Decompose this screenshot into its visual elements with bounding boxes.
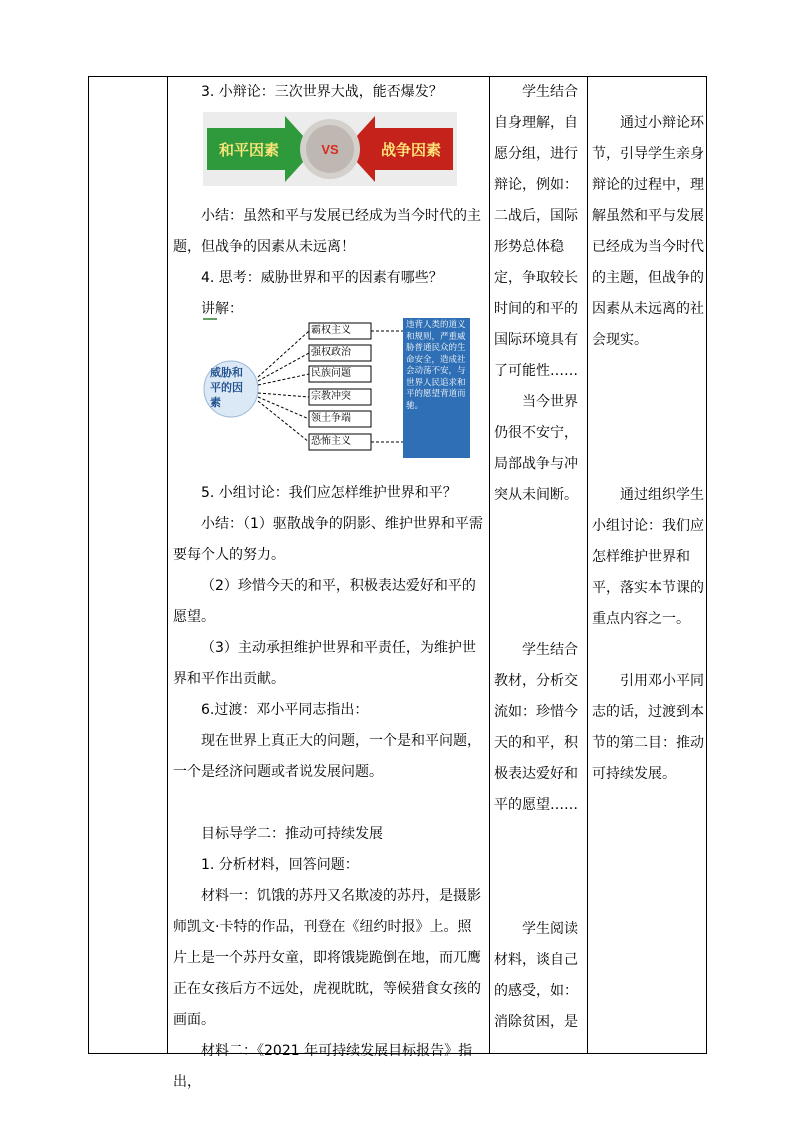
item-6-transition: 6.过渡：邓小平同志指出： [201, 702, 369, 718]
table-column-divider-1 [167, 76, 168, 1054]
threat-factors-diagram [203, 313, 471, 459]
goal-2-heading: 目标导学二：推动可持续发展 [201, 826, 383, 842]
diagram-item-territorial-dispute: 领土争端 [311, 413, 351, 424]
debate-banner-graphic [203, 112, 457, 186]
student-activity-3: 学生结合教材，分析交流如：珍惜今天的和平，积极表达爱好和平的愿望…… [494, 642, 578, 813]
student-activity-2: 当今世界仍很不安宁，局部战争与冲突从未间断。 [494, 394, 578, 503]
design-intent-3: 引用邓小平同志的话，过渡到本节的第二目：推动可持续发展。 [592, 673, 704, 782]
table-border-left [88, 76, 89, 1054]
banner-right-label: 战争因素 [380, 143, 442, 159]
table-column-divider-2 [489, 76, 490, 1054]
diagram-item-religious-conflict: 宗教冲突 [311, 391, 351, 402]
main-column [173, 77, 485, 1098]
student-activity-1: 学生结合自身理解，自愿分组，进行辩论，例如：二战后，国际形势总体稳定，争取较长时间的和平的国际环境具有了可能性…… [494, 84, 578, 379]
student-activity-column [494, 77, 584, 1038]
item-4-think: 4. 思考：威胁世界和平的因素有哪些？ [201, 270, 443, 286]
design-intent-2: 通过组织学生小组讨论：我们应怎样维护世界和平，落实本节课的重点内容之一。 [592, 487, 704, 627]
lecture-label: 讲解： [201, 301, 243, 317]
banner-vs-label: VS [321, 142, 339, 157]
question-1: 1. 分析材料，回答问题： [201, 857, 359, 873]
summary-2: 小结：（1）驱散战争的阴影、维护世界和平需要每个人的努力。 [173, 516, 483, 563]
table-border-right [706, 76, 707, 1054]
material-1: 材料一：饥饿的苏丹又名欺凌的苏丹，是摄影师凯文·卡特的作品，刊登在《纽约时报》上。照片上是一个苏丹女童，即将饿毙跪倒在地，而兀鹰正在女孩后方不远处，虎视眈眈，等候猎食女孩的画面。 [173, 888, 481, 1028]
design-intent-column [592, 77, 705, 790]
material-2: 材料二：《2021 年可持续发展目标报告》指出， [173, 1043, 473, 1090]
deng-quote: 现在世界上真正大的问题，一个是和平问题，一个是经济问题或者说发展问题。 [173, 733, 481, 780]
debate-banner-image [203, 112, 457, 186]
summary-2b: （2）珍惜今天的和平，积极表达爱好和平的愿望。 [173, 578, 476, 625]
diagram-item-power-politics: 强权政治 [311, 347, 351, 358]
diagram-center-label: 威胁和平的因素 [210, 366, 243, 409]
banner-left-label: 和平因素 [218, 143, 280, 159]
summary-2c: （3）主动承担维护世界和平责任，为维护世界和平作出贡献。 [173, 640, 476, 687]
design-intent-1: 通过小辩论环节，引导学生亲身辩论的过程中，理解虽然和平与发展已经成为当今时代的主题，但战争的因素从未远离的社会现实。 [592, 115, 704, 348]
student-activity-4: 学生阅读材料，谈自己的感受，如：消除贫困，是 [494, 921, 578, 1030]
diagram-item-ethnic-issues: 民族问题 [311, 368, 351, 379]
summary-1: 小结：虽然和平与发展已经成为当今时代的主题，但战争的因素从未远离！ [173, 208, 481, 255]
diagram-note: 违背人类的道义和规则，严重威胁普通民众的生命安全，造成社会动荡不安，与世界人民追求和平的愿望背道而驰。 [406, 319, 466, 410]
item-3-debate: 3. 小辩论：三次世界大战，能否爆发？ [201, 84, 443, 100]
item-5-discussion: 5. 小组讨论：我们应怎样维护世界和平？ [201, 485, 457, 501]
diagram-item-terrorism: 恐怖主义 [311, 436, 351, 447]
diagram-item-hegemonism: 霸权主义 [311, 325, 351, 336]
table-column-divider-3 [587, 76, 588, 1054]
